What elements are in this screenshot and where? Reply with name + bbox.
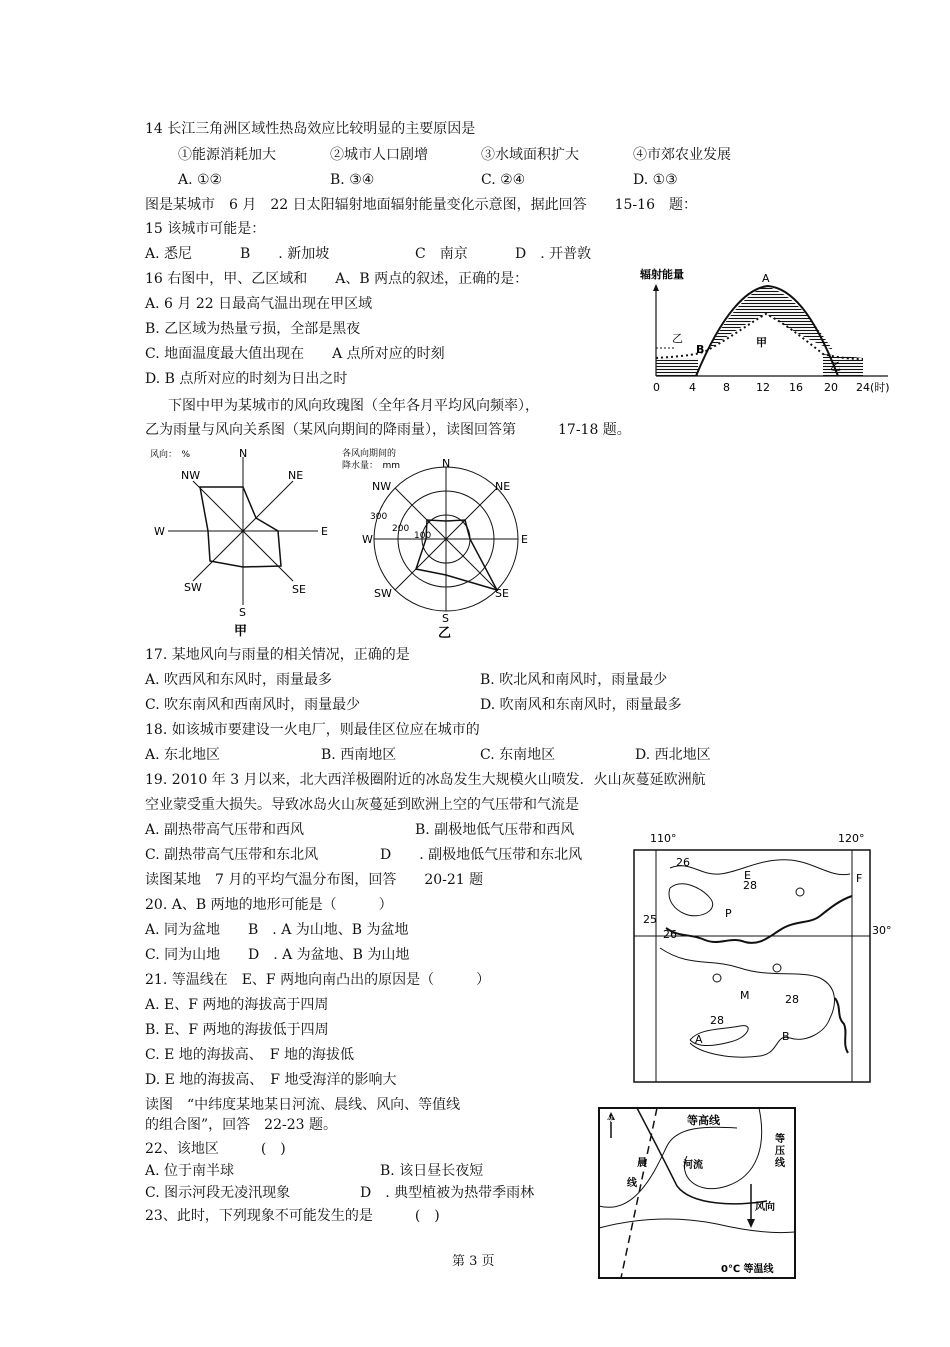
- q20-option-d[interactable]: D . A 为盆地、B 为山地: [248, 947, 410, 963]
- isotherm-point-a: A: [695, 1033, 703, 1046]
- radiation-xtick-8: 8: [723, 381, 730, 394]
- isotherm-lon-left: 110°: [650, 832, 677, 845]
- intro-17-18-line1: 下图中甲为某城市的风向玫瑰图（全年各月平均风向频率），: [168, 398, 539, 414]
- rose-yi-header-2: 降水量： mm: [342, 461, 401, 471]
- q21-option-b[interactable]: B. E、F 两地的海拔低于四周: [145, 1022, 329, 1038]
- rose-yi-caption: 乙: [438, 626, 452, 640]
- isotherm-point-p: P: [725, 907, 732, 920]
- q16-option-b[interactable]: B. 乙区域为热量亏损，全部是黑夜: [145, 321, 361, 337]
- rose-jia-header: 风向： %: [150, 450, 191, 460]
- isotherm-label-26-left: 26: [663, 928, 677, 941]
- rose-yi-nw: NW: [372, 480, 392, 493]
- isotherm-point-f: F: [856, 872, 863, 885]
- q17-option-a[interactable]: A. 吹西风和东风时，雨量最多: [145, 672, 333, 688]
- q15-option-a[interactable]: A. 悉尼: [145, 246, 193, 262]
- combo-isobar-2: 压: [775, 1146, 785, 1157]
- combo-terminator-2: 线: [627, 1178, 637, 1189]
- rose-yi-se: SE: [495, 587, 509, 600]
- q14-item-3: ③水域面积扩大: [481, 147, 579, 163]
- rose-yi-header-1: 各风向期间的: [342, 449, 397, 459]
- q19-option-b[interactable]: B. 副极地低气压带和西风: [415, 822, 575, 838]
- q14-option-a[interactable]: A. ①②: [178, 172, 223, 188]
- rose-yi-e: E: [521, 533, 528, 546]
- q19-stem-line2: 空业蒙受重大损失。导致冰岛火山灰蔓延到欧洲上空的气压带和气流是: [145, 797, 579, 813]
- q15-option-c[interactable]: C 南京: [415, 246, 468, 262]
- radiation-xtick-16: 16: [789, 381, 803, 394]
- intro-22-23-line1: 读图 “中纬度某地某日河流、晨线、风向、等值线: [145, 1097, 461, 1113]
- q20-option-c[interactable]: C. 同为山地: [145, 947, 221, 963]
- rose-jia-e: E: [321, 525, 328, 538]
- rose-yi-ring-300: 300: [370, 512, 388, 522]
- radiation-xtick-24: 24(时): [856, 381, 890, 394]
- q14-item-1: ①能源消耗加大: [178, 147, 276, 163]
- q21-option-a[interactable]: A. E、F 两地的海拔高于四周: [145, 997, 329, 1013]
- rose-yi-w: W: [362, 533, 373, 546]
- q14-item-4: ④市郊农业发展: [633, 147, 731, 163]
- q22-option-d[interactable]: D . 典型植被为热带季雨林: [360, 1185, 535, 1201]
- q19-option-a[interactable]: A. 副热带高气压带和西风: [145, 822, 305, 838]
- intro-20-21: 读图某地 7 月的平均气温分布图，回答 20-21 题: [145, 872, 484, 888]
- radiation-ylabel: 辐射能量: [640, 268, 684, 281]
- isotherm-map: [630, 828, 900, 1086]
- q16-stem: 16 右图中，甲、乙区域和 A、B 两点的叙述，正确的是：: [145, 271, 529, 287]
- q18-option-c[interactable]: C. 东南地区: [480, 747, 556, 763]
- isotherm-lon-right: 120°: [838, 832, 865, 845]
- rose-yi-ring-100: 100: [414, 531, 432, 541]
- radiation-region-yi-right: 乙: [830, 360, 841, 373]
- q18-option-b[interactable]: B. 西南地区: [321, 747, 397, 763]
- rose-jia-n: N: [239, 447, 248, 460]
- isotherm-point-e: E: [744, 869, 751, 882]
- combo-isobar-1: 等: [775, 1134, 785, 1145]
- q16-option-a[interactable]: A. 6 月 22 日最高气温出现在甲区域: [145, 296, 373, 312]
- q16-option-d[interactable]: D. B 点所对应的时刻为日出之时: [145, 371, 348, 387]
- q19-stem-line1: 19. 2010 年 3 月以来，北大西洋极圈附近的冰岛发生大规模火山喷发．火山灰蔓延欧洲航: [145, 772, 706, 788]
- intro-22-23-line2: 的组合图”，回答 22-23 题。: [145, 1117, 337, 1133]
- q22-option-c[interactable]: C. 图示河段无凌汛现象: [145, 1185, 291, 1201]
- q17-stem: 17. 某地风向与雨量的相关情况，正确的是: [145, 647, 410, 663]
- rose-jia-se: SE: [292, 583, 306, 596]
- q22-stem: 22、该地区 ( ): [145, 1141, 286, 1157]
- q16-option-c[interactable]: C. 地面温度最大值出现在 A 点所对应的时刻: [145, 346, 445, 362]
- rose-jia-sw: SW: [184, 581, 202, 594]
- q14-option-c[interactable]: C. ②④: [481, 172, 526, 188]
- radiation-xtick-4: 4: [689, 381, 696, 394]
- rose-jia-caption: 甲: [234, 624, 248, 639]
- q14-item-2: ②城市人口剧增: [330, 147, 428, 163]
- combo-river-label: 河流: [683, 1160, 703, 1171]
- q14-stem: 14 长江三角洲区域性热岛效应比较明显的主要原因是: [145, 121, 476, 137]
- radiation-region-yi-left: 乙: [672, 332, 683, 345]
- q14-option-b[interactable]: B. ③④: [330, 172, 375, 188]
- q22-option-a[interactable]: A. 位于南半球: [145, 1163, 235, 1179]
- rose-yi-ring-200: 200: [392, 524, 410, 534]
- q15-option-b[interactable]: B . 新加坡: [240, 246, 330, 262]
- combo-contour-label: 等高线: [687, 1114, 720, 1127]
- rose-jia-ne: NE: [288, 469, 304, 482]
- q21-option-d[interactable]: D. E 地的海拔高、 F 地受海洋的影响大: [145, 1072, 397, 1088]
- q23-stem: 23、此时，下列现象不可能发生的是 ( ): [145, 1208, 440, 1224]
- rose-jia-nw: NW: [181, 469, 201, 482]
- q17-option-c[interactable]: C. 吹东南风和西南风时，雨量最少: [145, 697, 361, 713]
- combo-wind-label: 风向: [755, 1202, 775, 1213]
- isotherm-point-b: B: [782, 1030, 790, 1043]
- combo-isotherm-label: 0℃ 等温线: [721, 1264, 774, 1275]
- combo-terminator-1: 晨: [637, 1158, 647, 1169]
- radiation-xtick-20: 20: [824, 381, 838, 394]
- radiation-xtick-0: 0: [653, 381, 660, 394]
- isotherm-point-m: M: [740, 989, 750, 1002]
- q21-option-c[interactable]: C. E 地的海拔高、 F 地的海拔低: [145, 1047, 354, 1063]
- q18-stem: 18. 如该城市要建设一火电厂，则最佳区位应在城市的: [145, 722, 480, 738]
- wind-rose-yi: [340, 445, 540, 640]
- q18-option-d[interactable]: D. 西北地区: [635, 747, 711, 763]
- intro-17-18-line2: 乙为雨量与风向关系图（某风向期间的降雨量），读图回答第 17-18 题。: [145, 422, 631, 438]
- rose-yi-s: S: [442, 612, 449, 625]
- q15-stem: 15 该城市可能是：: [145, 221, 266, 237]
- isotherm-label-25: 25: [643, 913, 657, 926]
- north-arrow-icon: N: [607, 1115, 613, 1124]
- radiation-region-jia: 甲: [756, 336, 767, 349]
- rose-yi-ne: NE: [495, 480, 511, 493]
- isotherm-label-28-right: 28: [785, 993, 799, 1006]
- rose-yi-sw: SW: [374, 587, 392, 600]
- radiation-xtick-12: 12: [756, 381, 770, 394]
- q20-option-b[interactable]: B . A 为山地、B 为盆地: [248, 922, 409, 938]
- radiation-point-b: B: [696, 343, 705, 356]
- q19-option-d[interactable]: D . 副极地低气压带和东北风: [380, 847, 583, 863]
- q15-option-d[interactable]: D . 开普敦: [515, 246, 592, 262]
- combo-isobar-3: 线: [775, 1158, 785, 1169]
- q14-option-d[interactable]: D. ①③: [633, 172, 678, 188]
- rose-jia-w: W: [154, 525, 165, 538]
- isotherm-lat: 30°: [872, 924, 892, 937]
- isotherm-label-28-bottom: 28: [710, 1014, 724, 1027]
- combo-figure: [597, 1106, 799, 1282]
- q21-stem: 21. 等温线在 E、F 两地向南凸出的原因是（ ）: [145, 972, 491, 988]
- q19-option-c[interactable]: C. 副热带高气压带和东北风: [145, 847, 319, 863]
- wind-rose-jia: [148, 445, 338, 640]
- radiation-figure: [638, 266, 900, 400]
- radiation-point-a: A: [762, 272, 770, 285]
- q17-option-d[interactable]: D. 吹南风和东南风时，雨量最多: [480, 697, 682, 713]
- page-footer: 第 3 页: [452, 1254, 495, 1269]
- rose-yi-n: N: [442, 457, 451, 470]
- rose-jia-s: S: [239, 606, 246, 619]
- q18-option-a[interactable]: A. 东北地区: [145, 747, 221, 763]
- q22-option-b[interactable]: B. 该日昼长夜短: [380, 1163, 484, 1179]
- q17-option-b[interactable]: B. 吹北风和南风时，雨量最少: [480, 672, 668, 688]
- q20-stem: 20. A、B 两地的地形可能是（ ）: [145, 897, 393, 913]
- intro-15-16: 图是某城市 6 月 22 日太阳辐射地面辐射能量变化示意图，据此回答 15-16 题：: [145, 197, 697, 213]
- isotherm-label-28-top: 28: [743, 879, 757, 892]
- isotherm-label-26-top: 26: [676, 856, 690, 869]
- q20-option-a[interactable]: A. 同为盆地: [145, 922, 221, 938]
